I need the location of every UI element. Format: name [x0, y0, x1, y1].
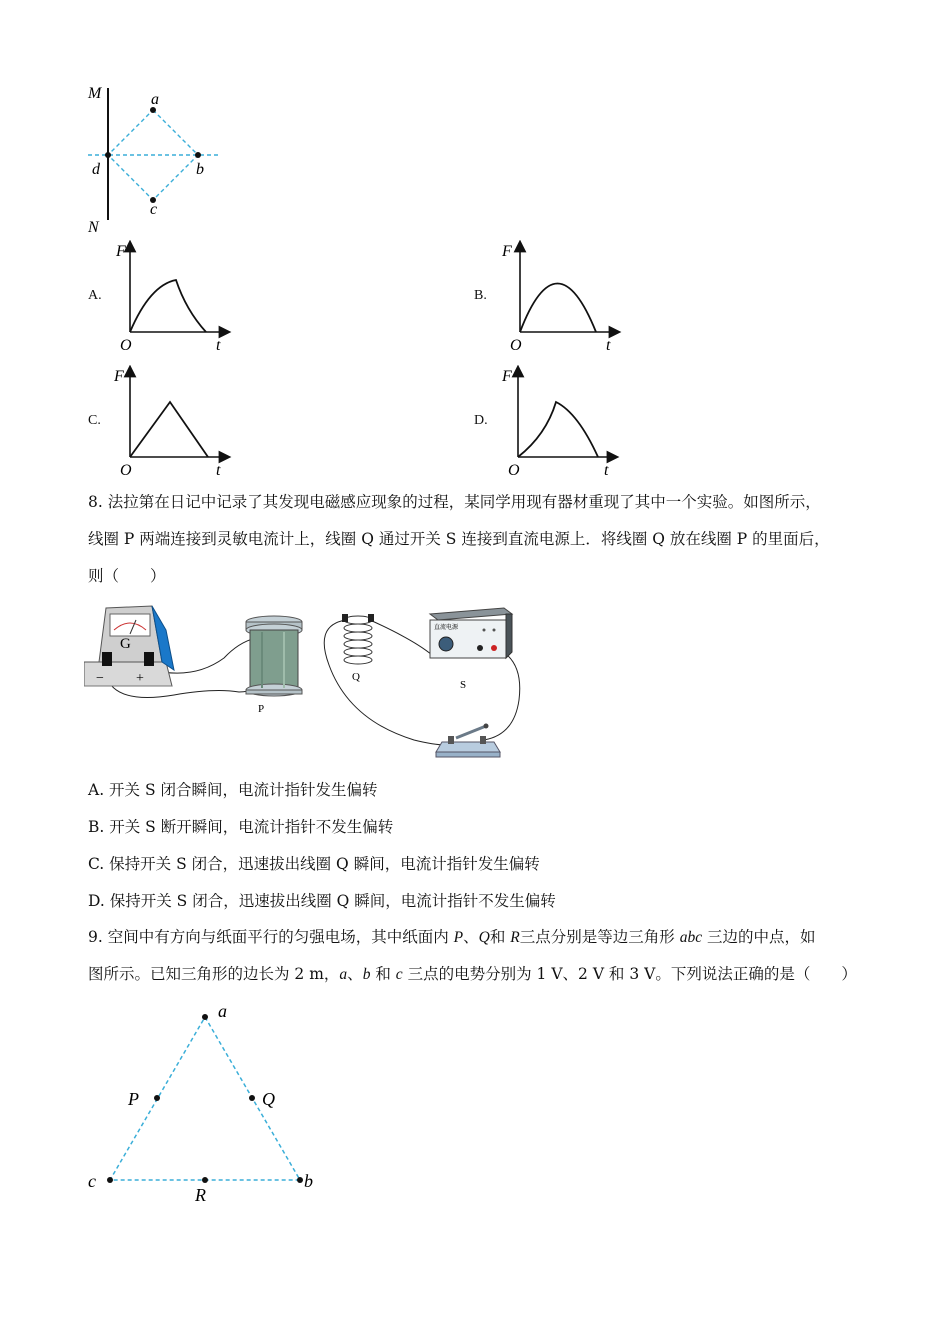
coil-q [342, 614, 374, 664]
q9-text: 三点分别是等边三角形 [519, 928, 680, 946]
q8-option-d[interactable]: D. 保持开关 S 闭合，迅速拔出线圈 Q 瞬间，电流计指针不发生偏转 [88, 892, 556, 910]
point-d [105, 152, 111, 158]
galvanometer-minus-label: − [96, 671, 104, 686]
q8-option-b[interactable]: B. 开关 S 断开瞬间，电流计指针不发生偏转 [88, 818, 394, 836]
q8-option-c[interactable]: C. 保持开关 S 闭合，迅速拔出线圈 Q 瞬间，电流计指针发生偏转 [88, 855, 540, 873]
q8-line-2: 线圈 P 两端连接到灵敏电流计上，线圈 Q 通过开关 S 连接到直流电源上．将线圈 Q 放在线圈 P 的里面后， [88, 530, 830, 548]
wire-q-to-switch [324, 620, 446, 745]
axis-f-label: F [502, 368, 512, 385]
q9-text: 三点的电势分别为 1 V、2 V 和 3 V。下列说法正确的是（ ） [402, 965, 857, 983]
origin-label: O [120, 337, 132, 354]
point-r [202, 1177, 208, 1183]
label-m: M [88, 85, 102, 102]
coil-q-label: Q [352, 671, 360, 683]
switch-s-label: S [460, 679, 467, 691]
galvanometer-plus-label: + [136, 671, 144, 686]
graph-option-c-label: C. [88, 413, 101, 428]
q8-figure-apparatus [84, 600, 534, 765]
q9-sep: 、 [347, 965, 363, 983]
galvanometer-g-label: G [120, 636, 131, 652]
point-b [297, 1177, 303, 1183]
curve-a [130, 280, 206, 332]
coil-p [246, 616, 302, 696]
axis-t-label: t [604, 462, 609, 479]
q9-var-r: R [510, 929, 520, 946]
q9-stem [88, 919, 878, 993]
point-c [107, 1177, 113, 1183]
q9-line-1 [88, 919, 878, 956]
label-a: a [218, 1001, 227, 1021]
figure-mn-square [80, 80, 230, 240]
point-b [195, 152, 201, 158]
q8-stem [88, 484, 888, 595]
graph-option-a-label: A. [88, 288, 102, 303]
label-d: d [92, 161, 100, 178]
axis-t-label: t [606, 337, 611, 354]
label-q: Q [262, 1089, 275, 1109]
label-r: R [195, 1185, 206, 1205]
axis-f-label: F [116, 243, 126, 260]
q9-var-b: b [362, 966, 371, 983]
axis-f-label: F [114, 368, 124, 385]
q8-option-a[interactable]: A. 开关 S 闭合瞬间，电流计指针发生偏转 [88, 781, 378, 799]
point-p [154, 1095, 160, 1101]
q9-text: 和 [489, 928, 511, 946]
label-n: N [88, 219, 99, 236]
q9-var-abc: abc [679, 929, 703, 946]
graph-option-a [110, 240, 235, 355]
q9-var-a: a [339, 966, 348, 983]
switch-s [436, 724, 500, 758]
dc-power-supply [430, 608, 512, 658]
curve-c [130, 402, 208, 457]
q8-line-1: 8. 法拉第在日记中记录了其发现电磁感应现象的过程，某同学用现有器材重现了其中一个实验。如图所示， [88, 493, 821, 511]
label-p: P [128, 1089, 139, 1109]
q8-line-3: 则（ ） [88, 567, 166, 585]
label-b: b [196, 161, 204, 178]
axis-t-label: t [216, 337, 221, 354]
q9-text: 三边的中点，如 [702, 928, 816, 946]
q9-figure-triangle [80, 995, 340, 1210]
q9-text: 9. 空间中有方向与纸面平行的匀强电场，其中纸面内 [88, 928, 454, 946]
label-a: a [151, 91, 159, 108]
q9-text: 图所示。已知三角形的边长为 2 m， [88, 965, 340, 983]
q9-line-2 [88, 956, 878, 993]
curve-d [518, 402, 598, 457]
wire-power-to-switch [484, 648, 520, 740]
axis-f-label: F [502, 243, 512, 260]
origin-label: O [510, 337, 522, 354]
q9-sep: 和 [370, 965, 396, 983]
q9-var-q: Q [478, 929, 490, 946]
graph-option-b-label: B. [474, 288, 487, 303]
graph-option-c [110, 365, 235, 480]
dc-power-label: 直流电源 [434, 625, 459, 631]
point-q [249, 1095, 255, 1101]
graph-option-b [500, 240, 625, 355]
graph-option-d-label: D. [474, 413, 488, 428]
q9-sep: 、 [463, 928, 479, 946]
label-c: c [88, 1171, 96, 1191]
q9-var-p: P [453, 929, 464, 946]
curve-b [520, 284, 596, 333]
q9-var-c: c [395, 966, 403, 983]
coil-p-label: P [258, 703, 265, 715]
point-a [202, 1014, 208, 1020]
axis-t-label: t [216, 462, 221, 479]
origin-label: O [508, 462, 520, 479]
label-c: c [150, 201, 158, 218]
graph-option-d [498, 365, 623, 480]
label-b: b [304, 1171, 313, 1191]
origin-label: O [120, 462, 132, 479]
